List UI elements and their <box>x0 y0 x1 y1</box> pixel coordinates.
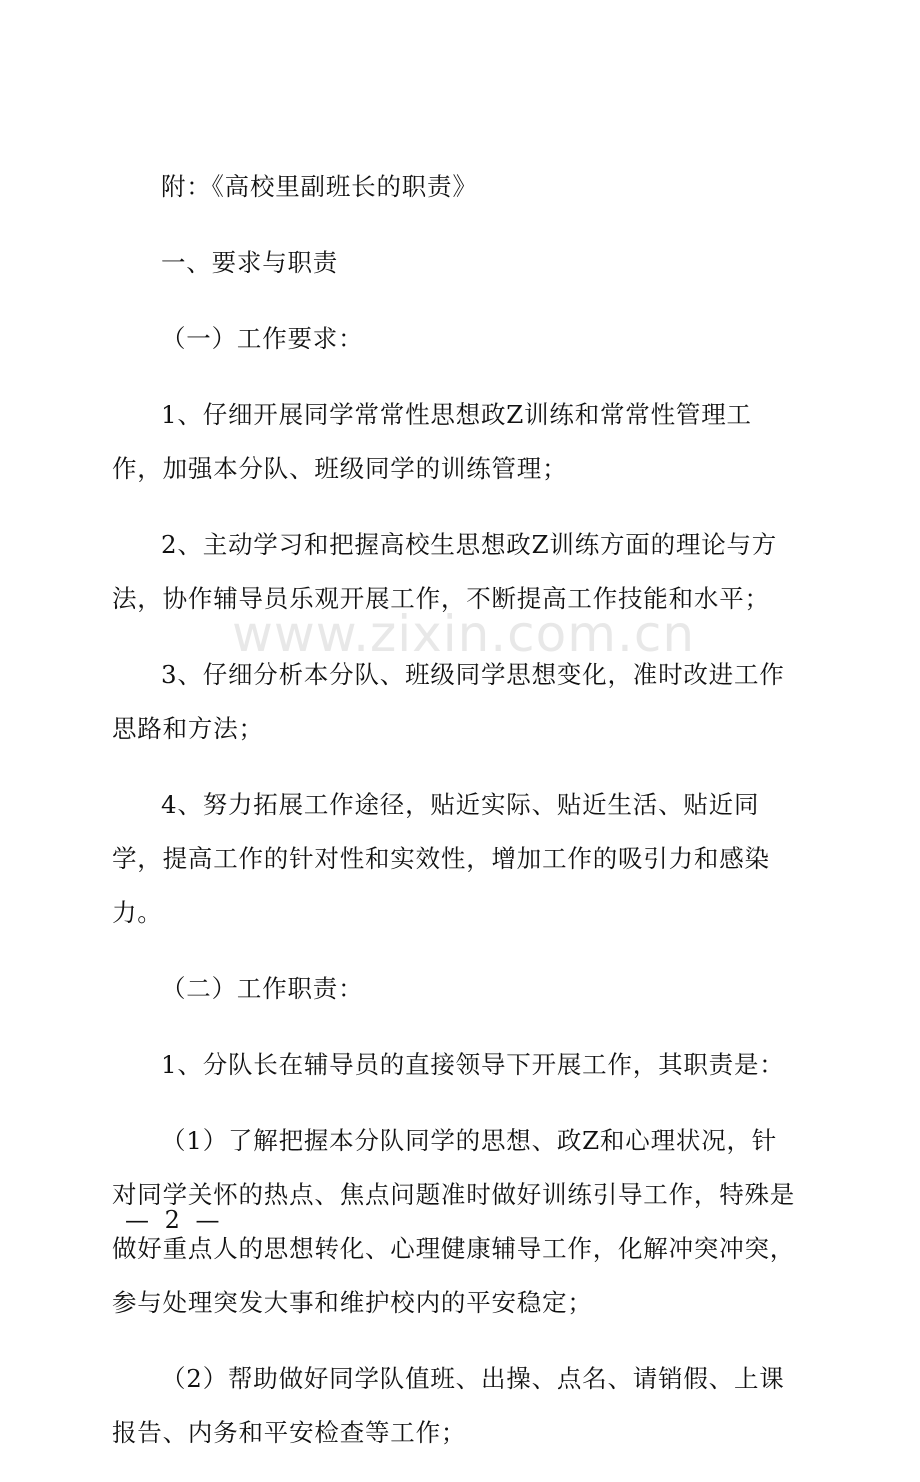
requirement-item: 4、努力拓展工作途径，贴近实际、贴近生活、贴近同学，提高工作的针对性和实效性，增加工作的吸引力和感染力。 <box>112 790 770 927</box>
document-heading: 附：《高校里副班长的职责》 <box>161 172 478 201</box>
subsection-title-requirements: （一）工作要求： <box>161 324 364 353</box>
page-number: — 2 — <box>125 1206 224 1234</box>
duties-intro: 1、分队长在辅导员的直接领导下开展工作，其职责是： <box>161 1050 785 1079</box>
duty-item: （2）帮助做好同学队值班、出操、点名、请销假、上课报告、内务和平安检查等工作； <box>112 1364 785 1447</box>
section-title: 一、要求与职责 <box>161 248 339 277</box>
requirement-item: 3、仔细分析本分队、班级同学思想变化，准时改进工作思路和方法； <box>112 660 785 743</box>
site-watermark: www.zixin.com.cn <box>232 605 696 663</box>
document-body <box>112 160 802 1482</box>
requirement-item: 2、主动学习和把握高校生思想政Z训练方面的理论与方法，协作辅导员乐观开展工作，不断提高工作技能和水平； <box>112 530 778 613</box>
requirement-item: 1、仔细开展同学常常性思想政Z训练和常常性管理工作，加强本分队、班级同学的训练管理； <box>112 400 752 483</box>
subsection-title-duties: （二）工作职责： <box>161 974 364 1003</box>
duty-item: （1）了解把握本分队同学的思想、政Z和心理状况，针对同学关怀的热点、焦点问题准时做好训练引导工作，特殊是做好重点人的思想转化、心理健康辅导工作，化解冲突冲突，参与处理突发大事和维护校内的平安稳定； <box>112 1126 796 1317</box>
